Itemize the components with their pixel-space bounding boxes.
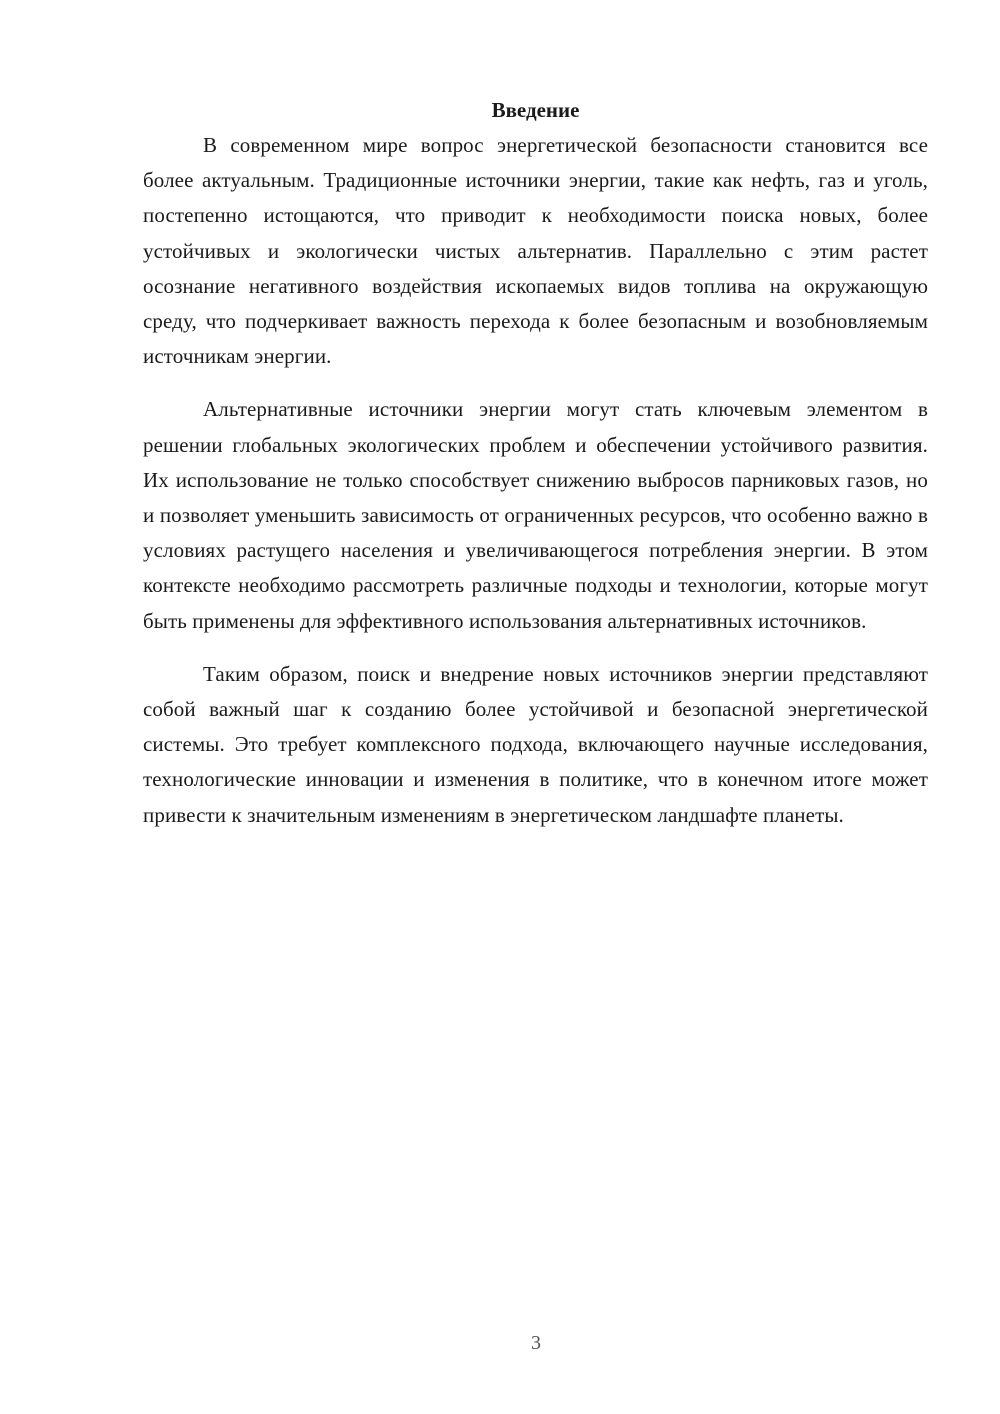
section-title: Введение [491, 98, 580, 122]
paragraph-1: В современном мире вопрос энергетической безопасности становится все более актуальным. Традиционные источники энергии, такие как нефть, газ и уголь, постепенно истощаются, что приводит к необходимости поиска новых, более устойчивых и экологически чистых альтернатив. Параллельно с этим растет осознание негативного воздействия ископаемых видов топлива на окружающую среду, что подчеркивает важность перехода к более безопасным и возобновляемым источникам энергии. [143, 133, 928, 369]
paragraph-2: Альтернативные источники энергии могут стать ключевым элементом в решении глобальных экологических проблем и обеспечении устойчивого развития. Их использование не только способствует снижению выбросов парниковых газов, но и позволяет уменьшить зависимость от ограниченных ресурсов, что особенно важно в условиях растущего населения и увеличивающегося потребления энергии. В этом контексте необходимо рассмотреть различные подходы и технологии, которые могут быть применены для эффективного использования альтернативных источников. [143, 397, 928, 633]
page-content [143, 93, 928, 833]
page-number: 3 [531, 1332, 541, 1354]
paragraph-3: Таким образом, поиск и внедрение новых источников энергии представляют собой важный шаг к созданию более устойчивой и безопасной энергетической системы. Это требует комплексного подхода, включающего научные исследования, технологические инновации и изменения в политике, что в конечном итоге может привести к значительным изменениям в энергетическом ландшафте планеты. [143, 661, 928, 827]
